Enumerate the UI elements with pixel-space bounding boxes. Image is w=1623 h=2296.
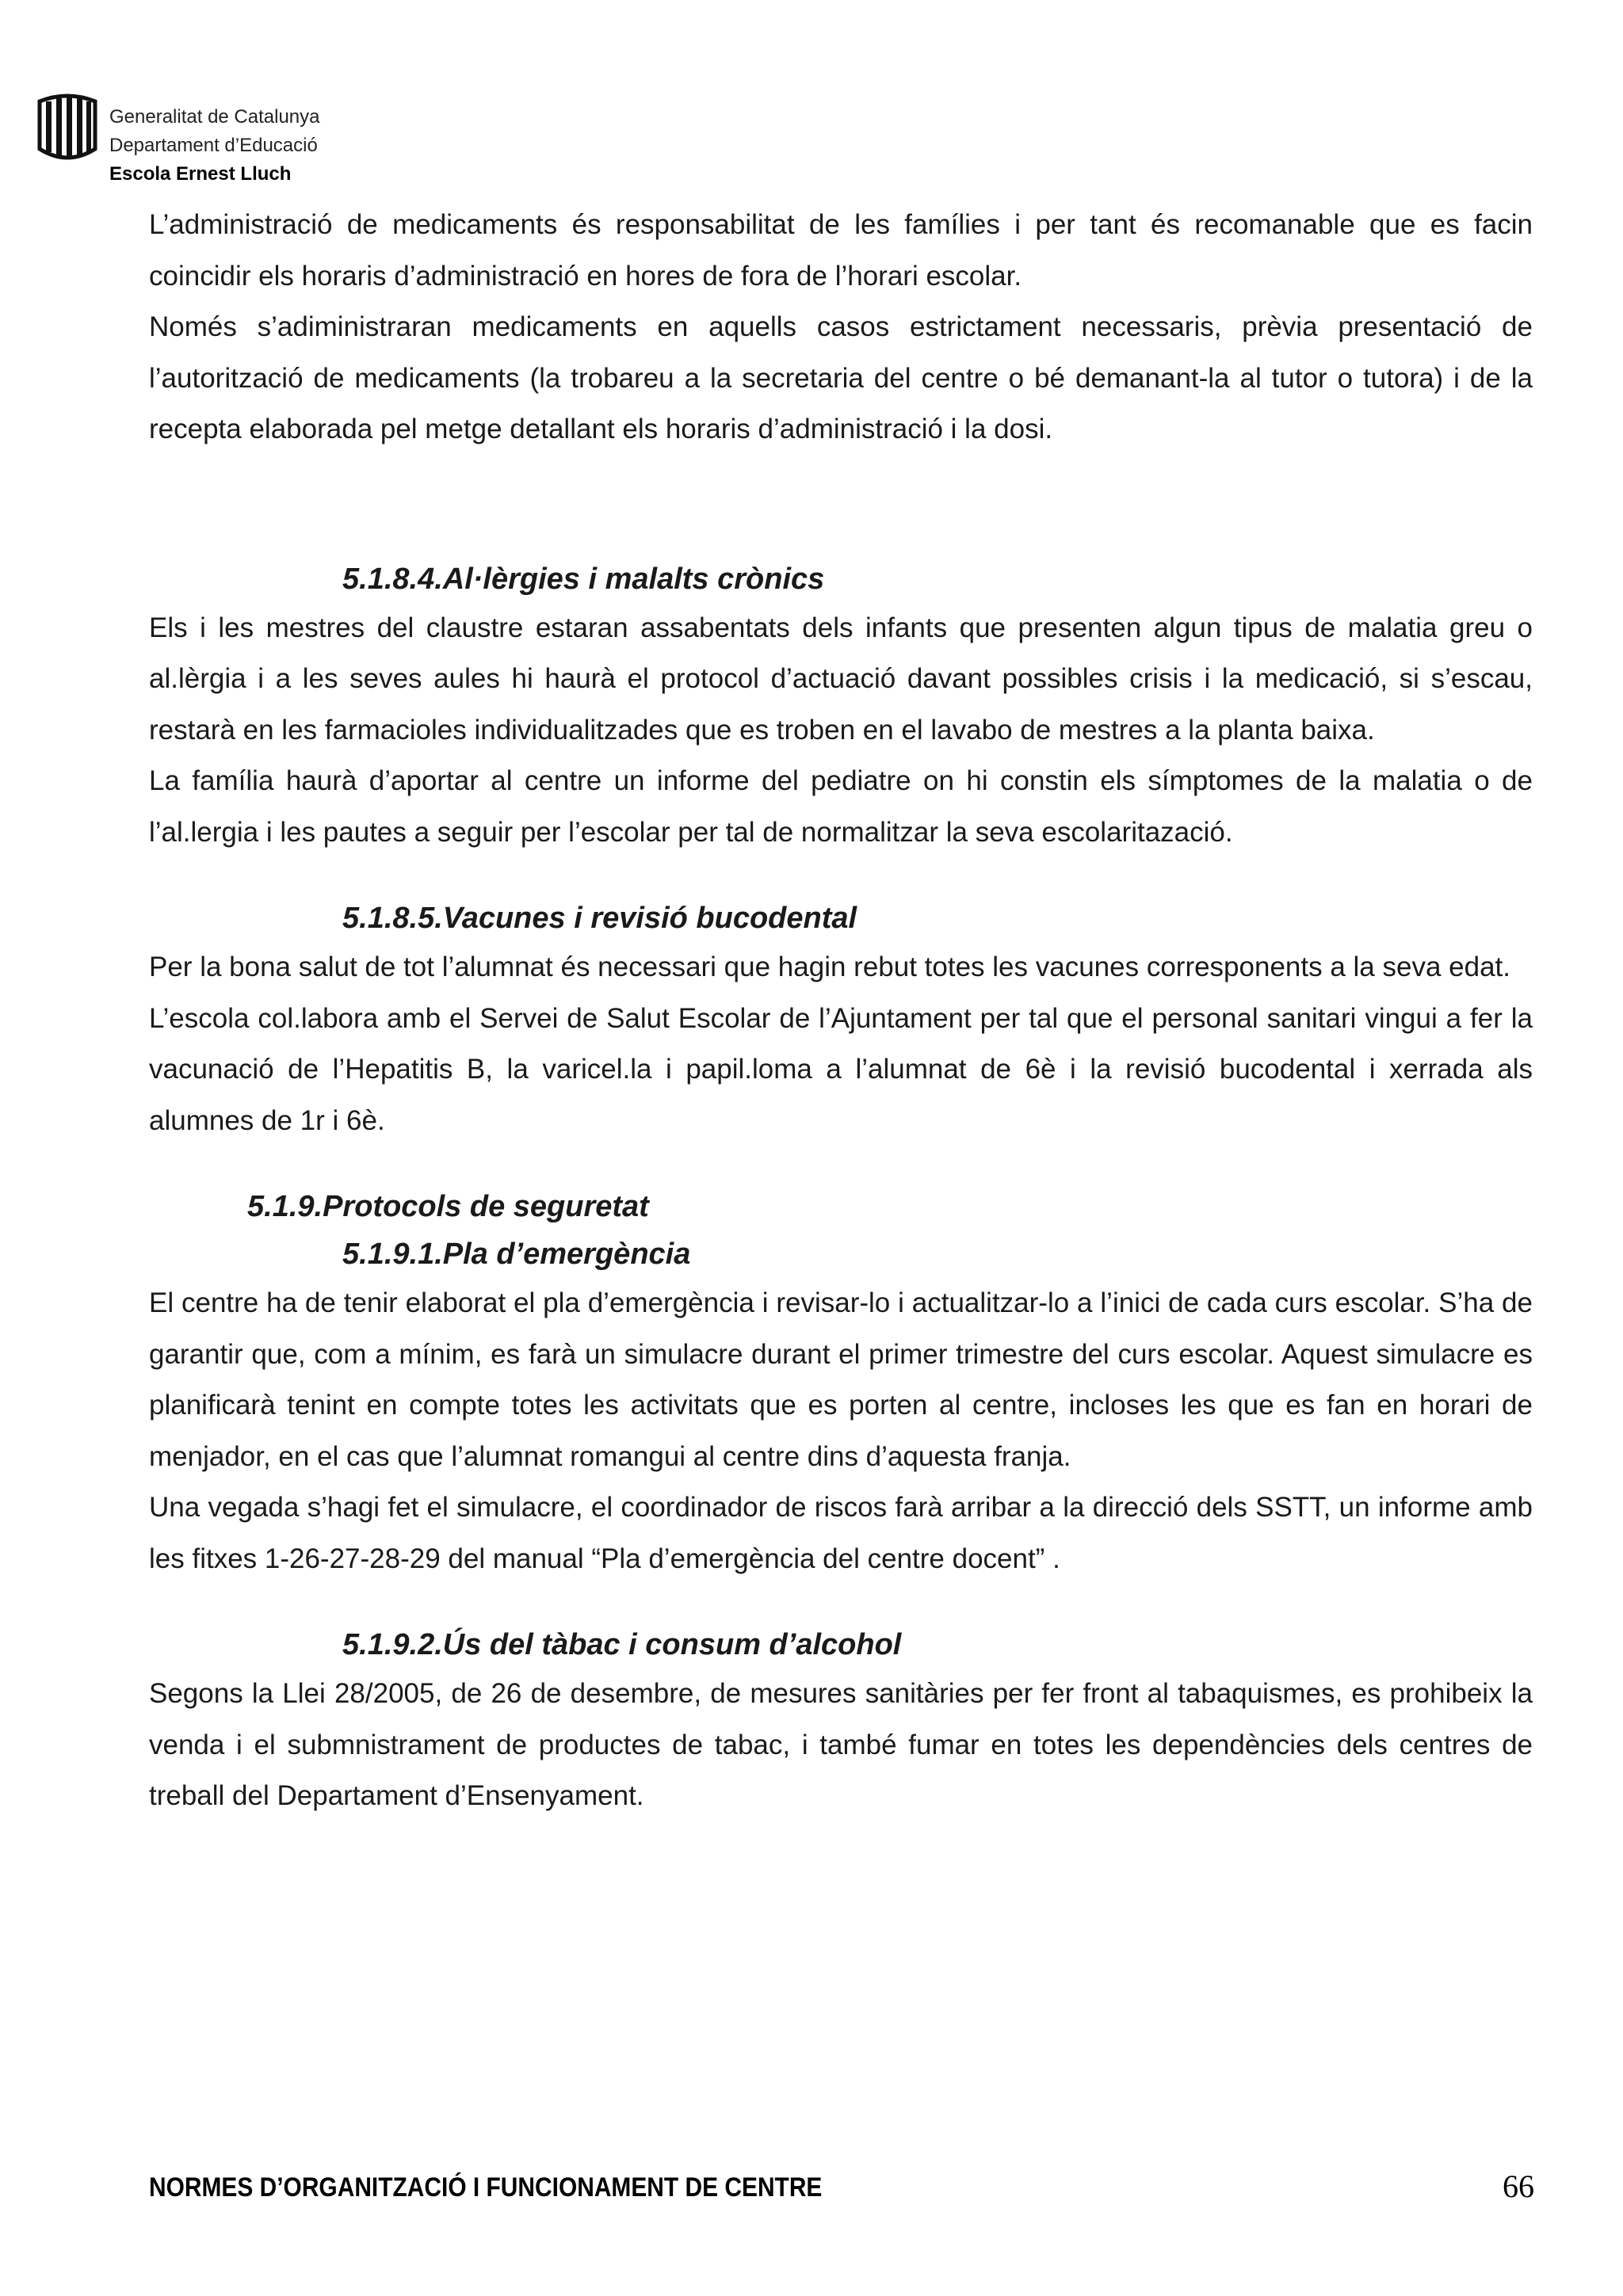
header-department: Departament d’Educació: [109, 135, 318, 156]
generalitat-logo-icon: [35, 93, 100, 163]
header-text: [109, 103, 585, 189]
header-school: Escola Ernest Lluch: [109, 163, 292, 185]
heading-allergies: 5.1.8.4.Al·lèrgies i malalts crònics: [342, 562, 825, 596]
heading-emergency-plan: 5.1.9.1.Pla d’emergència: [342, 1238, 691, 1271]
heading-tobacco-alcohol: 5.1.9.2.Ús del tàbac i consum d’alcohol: [342, 1628, 902, 1661]
footer-document-title: NORMES D’ORGANITZACIÓ I FUNCIONAMENT DE CENTRE: [149, 2172, 823, 2203]
paragraph-vaccines-school-health: L’escola col.labora amb el Servei de Salut Escolar de l’Ajuntament per tal que el personal sanitari vingui a fer la vacunació de l’Hepatitis B, la varicel.la i papil.loma a l’alumnat de 6è i la revisió bucodental i xerrada als alumnes de 1r i 6è.: [149, 1002, 1533, 1136]
paragraph-medication-responsibility: L’administració de medicaments és responsabilitat de les famílies i per tant és recomanable que es facin coincidir els horaris d’administració en hores de fora de l’horari escolar.: [149, 209, 1533, 292]
paragraph-tobacco-law: Segons la Llei 28/2005, de 26 de desembre, de mesures sanitàries per fer front al tabaquismes, es prohibeix la venda i el submnistrament de productes de tabac, i també fumar en totes les dependències dels centres de treball del Departament d’Ensenyament.: [149, 1678, 1533, 1811]
paragraph-allergies-teachers: Els i les mestres del claustre estaran assabentats dels infants que presenten algun tipus de malatia greu o al.lèrgia i a les seves aules hi haurà el protocol d’actuació davant possibles crisis i la medicació, si s’escau, restarà en les farmacioles individualitzades que es troben en el lavabo de mestres a la planta baixa.: [149, 612, 1533, 746]
page-number: 66: [1503, 2168, 1534, 2204]
paragraph-vaccines-health: Per la bona salut de tot l’alumnat és necessari que hagin rebut totes les vacunes corresponents a la seva edat.: [149, 952, 1510, 982]
heading-safety-protocols: 5.1.9.Protocols de seguretat: [247, 1190, 649, 1223]
paragraph-allergies-family: La família haurà d’aportar al centre un informe del pediatre on hi constin els símptomes de la malatia o de l’al.lergia i les pautes a seguir per l’escolar per tal de normalitzar la seva escolaritazació.: [149, 765, 1533, 848]
paragraph-emergency-plan: El centre ha de tenir elaborat el pla d’emergència i revisar-lo i actualitzar-lo a l’inici de cada curs escolar. S’ha de garantir que, com a mínim, es farà un simulacre durant el primer trimestre del curs escolar. Aquest simulacre es planificarà tenint en compte totes les activitats que es porten al centre, incloses les que es fan en horari de menjador, en el cas que l’alumnat romangui al centre dins d’aquesta franja.: [149, 1287, 1533, 1472]
paragraph-medication-authorization: Només s’adiministraran medicaments en aquells casos estrictament necessaris, prèvia presentació de l’autorització de medicaments (la trobareu a la secretaria del centre o bé demanant-la al tutor o tutora) i de la recepta elaborada pel metge detallant els horaris d’administració i la dosi.: [149, 311, 1533, 444]
heading-vaccines: 5.1.8.5.Vacunes i revisió bucodental: [342, 902, 857, 935]
paragraph-emergency-report: Una vegada s’hagi fet el simulacre, el coordinador de riscos farà arribar a la direcció dels SSTT, un informe amb les fitxes 1-26-27-28-29 del manual “Pla d’emergència del centre docent” .: [149, 1492, 1533, 1574]
header-government: Generalitat de Catalunya: [109, 106, 320, 128]
document-body: [149, 200, 1533, 1822]
